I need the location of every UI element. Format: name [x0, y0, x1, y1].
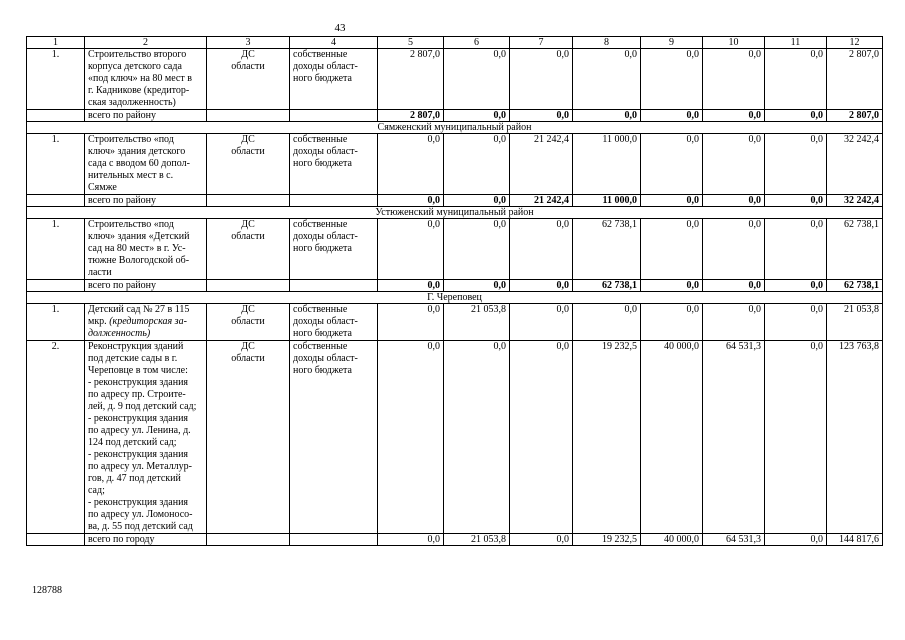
project-name — [85, 341, 207, 534]
column-number: 1 — [27, 37, 85, 49]
table-row — [27, 134, 883, 195]
row-number: 1. — [27, 49, 85, 110]
amount-cell: 0,0 — [378, 219, 444, 280]
column-number: 6 — [444, 37, 510, 49]
total-empty-cell — [207, 110, 290, 122]
amount-cell: 0,0 — [765, 49, 827, 110]
table-row — [27, 219, 883, 280]
total-amount-cell: 62 738,1 — [827, 280, 883, 292]
amount-cell: 0,0 — [641, 49, 703, 110]
column-number: 5 — [378, 37, 444, 49]
amount-cell: 0,0 — [703, 304, 765, 341]
column-number-row — [27, 37, 883, 49]
amount-cell: 64 531,3 — [703, 341, 765, 534]
project-name-text: Детский сад № 27 в 115 мкр. — [88, 304, 190, 327]
total-amount-cell: 0,0 — [765, 280, 827, 292]
total-amount-cell: 21 053,8 — [444, 534, 510, 546]
total-empty-cell — [27, 280, 85, 292]
project-name-text: Строительство второго корпуса детского сада «под ключ» на 80 мест в г. Кадникове (кредитор- ская задолженность) — [88, 49, 192, 108]
total-amount-cell: 0,0 — [510, 110, 573, 122]
funding-source: собственные доходы област- ного бюджета — [290, 134, 378, 195]
amount-cell: 0,0 — [378, 304, 444, 341]
total-empty-cell — [290, 195, 378, 207]
amount-cell: 0,0 — [765, 134, 827, 195]
funding-source: собственные доходы област- ного бюджета — [290, 304, 378, 341]
row-number: 1. — [27, 304, 85, 341]
column-number: 4 — [290, 37, 378, 49]
total-amount-cell: 32 242,4 — [827, 195, 883, 207]
amount-cell: 32 242,4 — [827, 134, 883, 195]
total-amount-cell: 0,0 — [641, 280, 703, 292]
total-amount-cell: 0,0 — [444, 110, 510, 122]
total-amount-cell: 0,0 — [378, 280, 444, 292]
total-amount-cell: 0,0 — [444, 195, 510, 207]
total-row — [27, 110, 883, 122]
amount-cell: 0,0 — [444, 134, 510, 195]
total-empty-cell — [290, 280, 378, 292]
total-amount-cell: 64 531,3 — [703, 534, 765, 546]
amount-cell: 40 000,0 — [641, 341, 703, 534]
region-header-row — [27, 122, 883, 134]
total-amount-cell: 2 807,0 — [827, 110, 883, 122]
column-number: 2 — [85, 37, 207, 49]
amount-cell: 0,0 — [444, 219, 510, 280]
total-amount-cell: 0,0 — [378, 195, 444, 207]
funding-source: собственные доходы област- ного бюджета — [290, 49, 378, 110]
project-name-note: (кредиторская за- долженность) — [88, 316, 187, 339]
amount-cell: 0,0 — [703, 134, 765, 195]
amount-cell: 0,0 — [765, 304, 827, 341]
total-amount-cell: 0,0 — [641, 110, 703, 122]
amount-cell: 0,0 — [510, 304, 573, 341]
customer: ДС области — [207, 134, 290, 195]
total-empty-cell — [27, 534, 85, 546]
amount-cell: 0,0 — [378, 341, 444, 534]
customer: ДС области — [207, 304, 290, 341]
row-number: 1. — [27, 134, 85, 195]
customer: ДС области — [207, 341, 290, 534]
total-empty-cell — [27, 110, 85, 122]
table-row — [27, 304, 883, 341]
total-empty-cell — [207, 534, 290, 546]
column-number: 9 — [641, 37, 703, 49]
total-amount-cell: 62 738,1 — [573, 280, 641, 292]
total-amount-cell: 0,0 — [510, 280, 573, 292]
total-amount-cell: 0,0 — [765, 195, 827, 207]
amount-cell: 0,0 — [444, 341, 510, 534]
project-name-text: Реконструкция зданий под детские сады в г. Череповце в том числе: - реконструкция здания по адресу пр. Строите- лей, д. 9 под детский сад; - реконструкция здания по адресу ул. Ленина, д. 124 под детский сад; - реконструкция здания по адресу ул. Металлур- гов, д. 47 под детский сад; - реконструкция здания по адресу ул. Ломоносо- ва, д. 55 под детский сад — [88, 341, 197, 532]
amount-cell: 0,0 — [444, 49, 510, 110]
table-body — [27, 37, 883, 546]
amount-cell: 0,0 — [378, 134, 444, 195]
row-number: 1. — [27, 219, 85, 280]
amount-cell: 0,0 — [641, 219, 703, 280]
total-empty-cell — [27, 195, 85, 207]
column-number: 8 — [573, 37, 641, 49]
total-amount-cell: 0,0 — [510, 534, 573, 546]
total-amount-cell: 21 242,4 — [510, 195, 573, 207]
amount-cell: 0,0 — [573, 49, 641, 110]
project-name — [85, 304, 207, 341]
amount-cell: 123 763,8 — [827, 341, 883, 534]
amount-cell: 11 000,0 — [573, 134, 641, 195]
table-row — [27, 49, 883, 110]
total-amount-cell: 0,0 — [765, 534, 827, 546]
amount-cell: 2 807,0 — [827, 49, 883, 110]
amount-cell: 62 738,1 — [827, 219, 883, 280]
region-header-row — [27, 292, 883, 304]
region-header-row — [27, 207, 883, 219]
total-amount-cell: 0,0 — [444, 280, 510, 292]
amount-cell: 2 807,0 — [378, 49, 444, 110]
region-name: Устюженский муниципальный район — [27, 207, 883, 219]
total-row — [27, 534, 883, 546]
column-number: 7 — [510, 37, 573, 49]
project-name — [85, 49, 207, 110]
amount-cell: 0,0 — [641, 304, 703, 341]
page-number: 43 — [334, 22, 346, 34]
amount-cell: 0,0 — [765, 341, 827, 534]
amount-cell: 21 242,4 — [510, 134, 573, 195]
funding-source: собственные доходы област- ного бюджета — [290, 219, 378, 280]
project-name-text: Строительство «под ключ» здания детского сада с вводом 60 допол- нительных мест в с. Сямже — [88, 134, 190, 193]
total-amount-cell: 0,0 — [765, 110, 827, 122]
amount-cell: 21 053,8 — [827, 304, 883, 341]
project-name-text: Строительство «под ключ» здания «Детский сад на 80 мест» в г. Ус- тюжне Вологодской об- ласти — [88, 219, 190, 278]
total-row — [27, 280, 883, 292]
customer: ДС области — [207, 49, 290, 110]
total-empty-cell — [207, 195, 290, 207]
amount-cell: 0,0 — [510, 341, 573, 534]
total-label: всего по району — [85, 195, 207, 207]
column-number: 3 — [207, 37, 290, 49]
region-name: Сямженский муниципальный район — [27, 122, 883, 134]
total-amount-cell: 144 817,6 — [827, 534, 883, 546]
amount-cell: 21 053,8 — [444, 304, 510, 341]
column-number: 12 — [827, 37, 883, 49]
amount-cell: 0,0 — [510, 219, 573, 280]
total-amount-cell: 0,0 — [378, 534, 444, 546]
row-number: 2. — [27, 341, 85, 534]
total-empty-cell — [207, 280, 290, 292]
project-name — [85, 219, 207, 280]
table-row — [27, 341, 883, 534]
total-amount-cell: 0,0 — [573, 110, 641, 122]
total-amount-cell: 40 000,0 — [641, 534, 703, 546]
total-amount-cell: 0,0 — [641, 195, 703, 207]
amount-cell: 0,0 — [510, 49, 573, 110]
column-number: 11 — [765, 37, 827, 49]
amount-cell: 19 232,5 — [573, 341, 641, 534]
amount-cell: 0,0 — [703, 219, 765, 280]
amount-cell: 0,0 — [573, 304, 641, 341]
total-row — [27, 195, 883, 207]
region-name: Г. Череповец — [27, 292, 883, 304]
total-amount-cell: 19 232,5 — [573, 534, 641, 546]
amount-cell: 0,0 — [765, 219, 827, 280]
total-label: всего по району — [85, 110, 207, 122]
budget-table — [26, 36, 883, 546]
total-label: всего по городу — [85, 534, 207, 546]
amount-cell: 0,0 — [641, 134, 703, 195]
column-number: 10 — [703, 37, 765, 49]
funding-source: собственные доходы област- ного бюджета — [290, 341, 378, 534]
total-empty-cell — [290, 110, 378, 122]
total-amount-cell: 11 000,0 — [573, 195, 641, 207]
amount-cell: 0,0 — [703, 49, 765, 110]
customer: ДС области — [207, 219, 290, 280]
total-amount-cell: 2 807,0 — [378, 110, 444, 122]
total-empty-cell — [290, 534, 378, 546]
total-amount-cell: 0,0 — [703, 195, 765, 207]
total-label: всего по району — [85, 280, 207, 292]
total-amount-cell: 0,0 — [703, 280, 765, 292]
document-code: 128788 — [32, 585, 62, 596]
amount-cell: 62 738,1 — [573, 219, 641, 280]
total-amount-cell: 0,0 — [703, 110, 765, 122]
project-name — [85, 134, 207, 195]
